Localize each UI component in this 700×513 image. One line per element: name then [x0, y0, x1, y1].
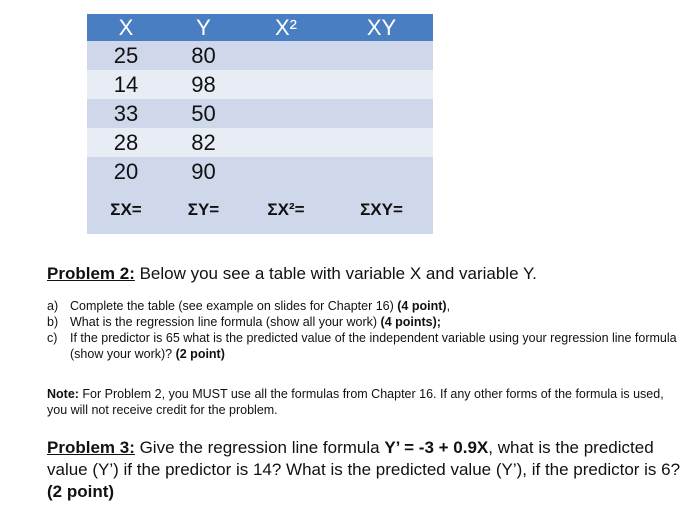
cell-y: 50	[165, 99, 242, 128]
header-x-squared: X²	[242, 14, 330, 41]
problem3-text2: , what is the predicted value (Y’) if the predictor is 14? What is the predicted value (Y’), if the predictor is 6?	[47, 438, 681, 479]
sum-x-label: ΣX=	[87, 186, 165, 234]
list-marker: a)	[47, 299, 59, 313]
problem3-label: Problem 3:	[47, 438, 135, 457]
problem2-heading	[47, 264, 537, 284]
list-item	[47, 298, 677, 314]
sum-xy-label: ΣXY=	[330, 186, 433, 234]
table-row	[87, 41, 433, 70]
cell-x: 14	[87, 70, 165, 99]
cell-xy	[330, 41, 433, 70]
cell-y: 80	[165, 41, 242, 70]
cell-y: 82	[165, 128, 242, 157]
problem2-label: Problem 2:	[47, 264, 135, 283]
problem3-points: (2 point)	[47, 482, 115, 501]
item-text: Complete the table (see example on slides for Chapter 16)	[70, 299, 398, 313]
item-points: (4 points);	[380, 315, 441, 329]
item-points: (2 point)	[175, 347, 225, 361]
list-item	[47, 330, 677, 362]
note-paragraph	[47, 386, 687, 418]
cell-xy	[330, 128, 433, 157]
list-marker: c)	[47, 331, 58, 345]
cell-xy	[330, 157, 433, 186]
cell-x: 28	[87, 128, 165, 157]
sum-x-squared-label: ΣX²=	[242, 186, 330, 234]
list-marker: b)	[47, 315, 59, 329]
cell-y: 90	[165, 157, 242, 186]
cell-x: 25	[87, 41, 165, 70]
problem3-text1: Give the regression line formula	[134, 438, 385, 457]
table-row	[87, 99, 433, 128]
header-x: X	[87, 14, 165, 41]
header-y: Y	[165, 14, 242, 41]
cell-x-squared	[242, 128, 330, 157]
sum-y-label: ΣY=	[165, 186, 242, 234]
table-row	[87, 128, 433, 157]
problem2-list	[47, 298, 677, 362]
cell-x: 20	[87, 157, 165, 186]
item-text: What is the regression line formula (show all your work)	[70, 315, 381, 329]
table-row	[87, 157, 433, 186]
cell-x-squared	[242, 157, 330, 186]
cell-x-squared	[242, 70, 330, 99]
item-tail: ,	[446, 299, 451, 313]
cell-x-squared	[242, 41, 330, 70]
item-text: If the predictor is 65 what is the predicted value of the independent variable using your regression line formula (show your work)?	[70, 331, 677, 361]
problem2-intro: Below you see a table with variable X and variable Y.	[134, 264, 537, 283]
problem3-paragraph	[47, 437, 687, 503]
data-table	[87, 14, 433, 234]
cell-xy	[330, 70, 433, 99]
note-text: For Problem 2, you MUST use all the formulas from Chapter 16. If any other forms of the formula is used, you will not receive credit for the problem.	[47, 387, 664, 417]
note-label: Note:	[47, 387, 79, 401]
list-item	[47, 314, 677, 330]
table-row	[87, 70, 433, 99]
item-points: (4 point)	[397, 299, 447, 313]
problem3-formula: Y’ = -3 + 0.9X	[384, 438, 489, 457]
cell-xy	[330, 99, 433, 128]
header-xy: XY	[330, 14, 433, 41]
cell-y: 98	[165, 70, 242, 99]
cell-x: 33	[87, 99, 165, 128]
table-sum-row	[87, 186, 433, 234]
cell-x-squared	[242, 99, 330, 128]
table-header-row	[87, 14, 433, 41]
